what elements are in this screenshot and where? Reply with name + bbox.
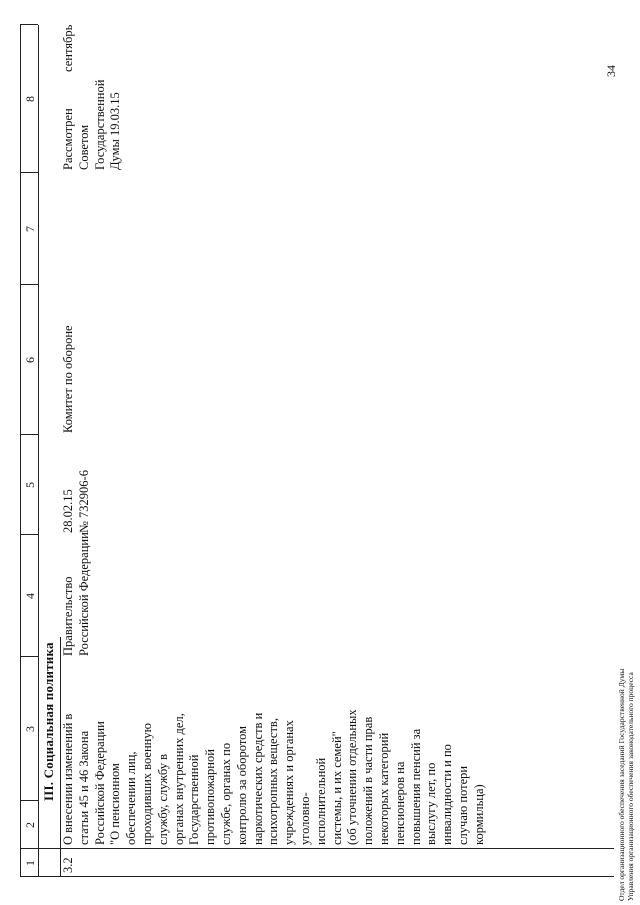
column-number: 4 xyxy=(23,593,37,599)
bill-date: 28.02.15 xyxy=(61,489,75,533)
bill-title-line: системы, и их семей" xyxy=(329,731,344,845)
bill-title-line: выслугу лет, по xyxy=(424,762,439,845)
bill-author-line: Российской Федерации xyxy=(76,532,91,656)
bill-title-line: наркотических средств и xyxy=(250,712,265,845)
bill-title-line: Государственной xyxy=(187,754,202,845)
bill-title xyxy=(61,709,488,845)
bill-title-line: уголовно- xyxy=(297,792,312,845)
bill-title-line: учреждениях и органах xyxy=(282,720,297,845)
bill-title-line: Российской Федерации xyxy=(92,721,107,845)
column-number: 5 xyxy=(23,482,37,488)
responsible-committee: Комитет по обороне xyxy=(61,325,75,433)
column-number: 3 xyxy=(23,726,37,732)
bill-title-line: "О пенсионном xyxy=(108,763,123,845)
table-border-left xyxy=(20,876,614,877)
bill-title-line: (об уточнении отдельных xyxy=(345,709,360,845)
bill-title-line: контролю за оборотом xyxy=(234,725,249,845)
bill-title-line: кормильца) xyxy=(471,784,486,845)
table-border-top xyxy=(20,25,21,877)
bill-status xyxy=(61,80,124,170)
bill-title-line: случаю потери xyxy=(455,765,470,845)
footer-line: Управления организационного обеспечения законодательного процесса xyxy=(626,672,635,901)
column-number: 2 xyxy=(23,822,37,828)
bill-status-line: Советом xyxy=(76,124,91,170)
column-number: 1 xyxy=(23,860,37,866)
row-number: 3.2 xyxy=(61,857,75,873)
bill-status-line: Государственной xyxy=(92,79,107,170)
bill-title-line: О внесении изменений в xyxy=(61,713,75,845)
bill-title-line: исполнительной xyxy=(313,757,328,845)
bill-title-line: некоторых категорий xyxy=(376,732,391,845)
bill-registration xyxy=(61,470,93,533)
bill-title-line: пенсионеров на xyxy=(392,761,407,845)
bill-author-line: Правительство xyxy=(61,576,75,656)
bill-title-line: инвалидности и по xyxy=(440,744,455,845)
bill-title-line: психотропных веществ, xyxy=(266,718,281,845)
bill-title-line: противопожарной xyxy=(203,749,218,845)
column-divider xyxy=(20,848,614,849)
bill-title-line: статьи 45 и 46 Закона xyxy=(76,730,91,845)
bill-number: № 732906-6 xyxy=(76,470,91,533)
bill-title-line: службе, органах по xyxy=(218,742,233,845)
footer-line: Отдел организационного обеспечения заседаний Государственной Думы xyxy=(617,668,626,901)
bill-status-line: Думы 19.03.15 xyxy=(108,92,123,170)
bill-title-line: проходивших военную xyxy=(139,723,154,845)
column-number: 8 xyxy=(23,96,37,102)
bill-title-line: повышения пенсий за xyxy=(408,728,423,845)
bill-title-line: службу, службу в xyxy=(155,754,170,845)
section-title: III. Социальная политика xyxy=(41,642,56,801)
bill-status-line: Рассмотрен xyxy=(61,108,75,170)
bill-title-line: положений в части прав xyxy=(361,716,376,845)
column-number: 6 xyxy=(23,357,37,363)
column-number: 7 xyxy=(23,226,37,232)
planned-month: сентябрь xyxy=(61,24,75,72)
bill-title-line: обеспечении лиц, xyxy=(124,751,139,845)
page-number: 34 xyxy=(604,65,618,77)
bill-author xyxy=(61,532,93,656)
bill-title-line: органах внутренних дел, xyxy=(171,713,186,845)
